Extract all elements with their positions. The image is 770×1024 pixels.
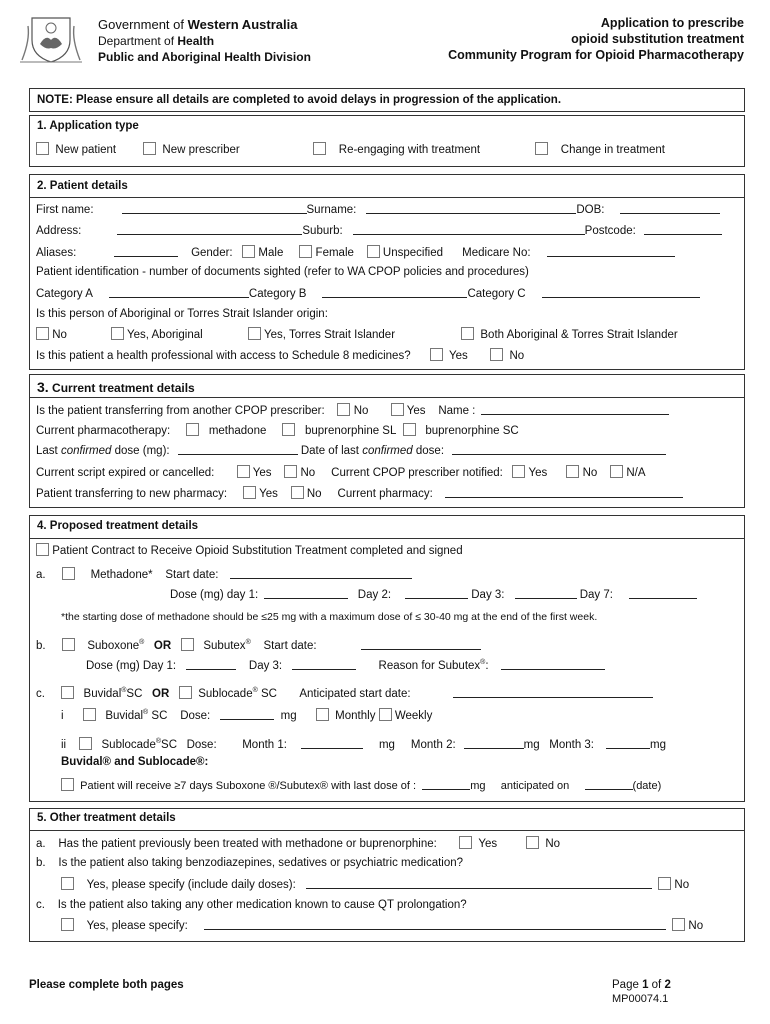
form-title-1: Application to prescribe [600,16,744,30]
row-qt-specify: Yes, please specify: No [61,918,703,932]
notified-no-checkbox[interactable] [566,465,579,478]
row-suboxone: b. Suboxone® OR Subutex® Start date: [36,638,481,652]
day3-field[interactable] [515,588,577,599]
row-pharmacotherapy: Current pharmacotherapy: methadone buprenorphine SL buprenorphine SC [36,425,519,437]
methadone-checkbox[interactable] [186,423,199,436]
last-dose-mg-field[interactable] [422,779,470,790]
buvidal-checkbox[interactable] [61,686,74,699]
methadone-note: *the starting dose of methadone should be ≤25 mg with a maximum dose of ≤ 30-40 mg at the end of the first week. [61,611,598,623]
current-pharmacy-field[interactable] [445,487,683,498]
transfer-yes-checkbox[interactable] [391,403,404,416]
row-suboxone-doses: Dose (mg) Day 1: Day 3: Reason for Subutex®: [86,659,605,672]
origin-aboriginal[interactable]: Yes, Aboriginal [111,327,203,341]
subutex-reason-field[interactable] [501,659,605,670]
division-line: Public and Aboriginal Health Division [98,50,311,64]
section-1-title: 1. Application type [37,120,139,132]
benzo-specify-field[interactable] [306,878,652,889]
origin-both[interactable]: Both Aboriginal & Torres Strait Islander [461,327,678,341]
section-proposed-treatment [29,515,745,802]
row-new-pharmacy: Patient transferring to new pharmacy: Yes No Current pharmacy: [36,486,683,500]
suburb-field[interactable] [353,224,585,235]
buvidal-dose-checkbox[interactable] [83,708,96,721]
checkbox[interactable] [535,142,548,155]
category-a-field[interactable] [109,287,249,298]
note-text: NOTE: Please ensure all details are completed to avoid delays in progression of the application. [37,94,562,106]
opt-new-patient[interactable]: New patient [36,142,116,156]
dept-line: Department of Health [98,34,215,48]
row-buvidal: c. Buvidal®SC OR Sublocade® SC Anticipated start date: [36,686,653,700]
benzo-no-checkbox[interactable] [658,877,671,890]
footer-complete-note: Please complete both pages [29,979,184,991]
receive-checkbox[interactable] [61,778,74,791]
origin-tsi[interactable]: Yes, Torres Strait Islander [248,327,395,341]
form-title-2: opioid substitution treatment [571,32,744,46]
sub-day3-field[interactable] [292,659,356,670]
dob-field[interactable] [620,203,720,214]
row-buvidal-dose: i Buvidal® SC Dose: mg Monthly Weekly [61,709,433,722]
row-last-dose: Last confirmed dose (mg): Date of last confirmed dose: [36,444,666,457]
suboxone-checkbox[interactable] [62,638,75,651]
health-no-checkbox[interactable] [490,348,503,361]
checkbox[interactable] [248,327,261,340]
row-qt-question: c. Is the patient also taking any other medication known to cause QT prolongation? [36,899,467,911]
bupe-sc-checkbox[interactable] [403,423,416,436]
previous-yes-checkbox[interactable] [459,836,472,849]
note-box [29,88,745,112]
methadone-start-field[interactable] [230,568,412,579]
medicare-field[interactable] [547,246,675,257]
row-methadone: a. Methadone* Start date: [36,567,412,581]
gov-line: Government of Western Australia [98,17,298,32]
row-expired: Current script expired or cancelled: Yes No Current CPOP prescriber notified: Yes No N/A [36,467,646,479]
row-sublocade-dose: ii Sublocade®SC Dose: Month 1: mg Month 2: mg Month 3: mg [61,738,666,751]
month3-field[interactable] [606,738,650,749]
last-dose-field[interactable] [178,444,298,455]
row-methadone-doses: Dose (mg) day 1: Day 2: Day 3: Day 7: [170,588,697,601]
weekly-checkbox[interactable] [379,708,392,721]
section-current-treatment [29,374,745,508]
checkbox[interactable] [36,327,49,340]
section-5-title: 5. Other treatment details [37,812,176,824]
suboxone-start-field[interactable] [361,639,481,650]
day7-field[interactable] [629,588,697,599]
row-name: First name: Surname: DOB: [36,203,720,216]
prescriber-name-field[interactable] [481,404,669,415]
opt-new-prescriber[interactable]: New prescriber [143,142,240,156]
unspecified-checkbox[interactable] [367,245,380,258]
category-b-field[interactable] [322,287,467,298]
sublocade-checkbox[interactable] [179,686,192,699]
row-benzo-specify: Yes, please specify (include daily doses): No [61,877,689,891]
sublocade-dose-checkbox[interactable] [79,737,92,750]
row-health-professional: Is this patient a health professional with access to Schedule 8 medicines? Yes No [36,350,525,362]
row-transfer: Is the patient transferring from another CPOP prescriber: No Yes Name : [36,403,669,417]
male-checkbox[interactable] [242,245,255,258]
category-c-field[interactable] [542,287,700,298]
day2-field[interactable] [405,588,468,599]
checkbox[interactable] [313,142,326,155]
form-code: MP00074.1 [612,993,669,1005]
female-checkbox[interactable] [299,245,312,258]
postcode-field[interactable] [644,224,722,235]
page-number: Page 1 of 2 [612,979,671,991]
notified-yes-checkbox[interactable] [512,465,525,478]
section-3-title: 3. Current treatment details [37,379,195,395]
wa-crest-logo [18,10,84,66]
month2-field[interactable] [464,738,524,749]
new-pharm-no-checkbox[interactable] [291,486,304,499]
bupe-sl-checkbox[interactable] [282,423,295,436]
row-previous-treatment: a. Has the patient previously been treated with methadone or buprenorphine: Yes No [36,838,561,850]
buvidal-dose-field[interactable] [220,709,274,720]
surname-field[interactable] [366,203,576,214]
section-2-title: 2. Patient details [37,180,128,192]
monthly-checkbox[interactable] [316,708,329,721]
anticipated-date-field[interactable] [585,779,633,790]
row-address: Address: Suburb: Postcode: [36,224,722,237]
qt-yes-checkbox[interactable] [61,918,74,931]
qt-no-checkbox[interactable] [672,918,685,931]
day1-field[interactable] [264,588,348,599]
form-title-3: Community Program for Opioid Pharmacotherapy [448,48,744,62]
buvidal-sublocade-header: Buvidal® and Sublocade®: [61,756,209,768]
expired-no-checkbox[interactable] [284,465,297,478]
origin-no[interactable]: No [36,327,67,341]
section-application-type [29,115,745,167]
notified-na-checkbox[interactable] [610,465,623,478]
row-categories: Category A Category B Category C [36,287,700,300]
transfer-no-checkbox[interactable] [337,403,350,416]
anticipated-start-field[interactable] [453,687,653,698]
expired-yes-checkbox[interactable] [237,465,250,478]
aliases-field[interactable] [114,246,178,257]
subutex-checkbox[interactable] [181,638,194,651]
row-benzo-question: b. Is the patient also taking benzodiazepines, sedatives or psychiatric medication? [36,857,464,869]
month1-field[interactable] [301,738,363,749]
section-other-treatment [29,808,745,942]
contract-checkbox[interactable] [36,543,49,556]
checkbox[interactable] [461,327,474,340]
row-aliases: Aliases: Gender: Male Female Unspecified Medicare No: [36,245,675,259]
address-field[interactable] [117,224,302,235]
section-4-title: 4. Proposed treatment details [37,520,199,532]
new-pharm-yes-checkbox[interactable] [243,486,256,499]
contract-row[interactable]: Patient Contract to Receive Opioid Substitution Treatment completed and signed [36,543,463,557]
origin-question: Is this person of Aboriginal or Torres Strait Islander origin: [36,308,328,320]
checkbox[interactable] [111,327,124,340]
ident-text: Patient identification - number of documents sighted (refer to WA CPOP policies and procedures) [36,266,529,278]
previous-no-checkbox[interactable] [526,836,539,849]
opt-change-treatment[interactable]: Change in treatment [535,142,665,156]
first-name-field[interactable] [122,203,307,214]
qt-specify-field[interactable] [204,919,666,930]
methadone-proposed-checkbox[interactable] [62,567,75,580]
health-yes-checkbox[interactable] [430,348,443,361]
sub-day1-field[interactable] [186,659,236,670]
checkbox[interactable] [143,142,156,155]
benzo-yes-checkbox[interactable] [61,877,74,890]
row-receive: Patient will receive ≥7 days Suboxone ®/Subutex® with last dose of : mg anticipated on (date) [61,778,661,792]
opt-re-engaging[interactable]: Re-engaging with treatment [313,142,480,156]
checkbox[interactable] [36,142,49,155]
section-patient-details [29,174,745,370]
last-dose-date-field[interactable] [452,444,666,455]
